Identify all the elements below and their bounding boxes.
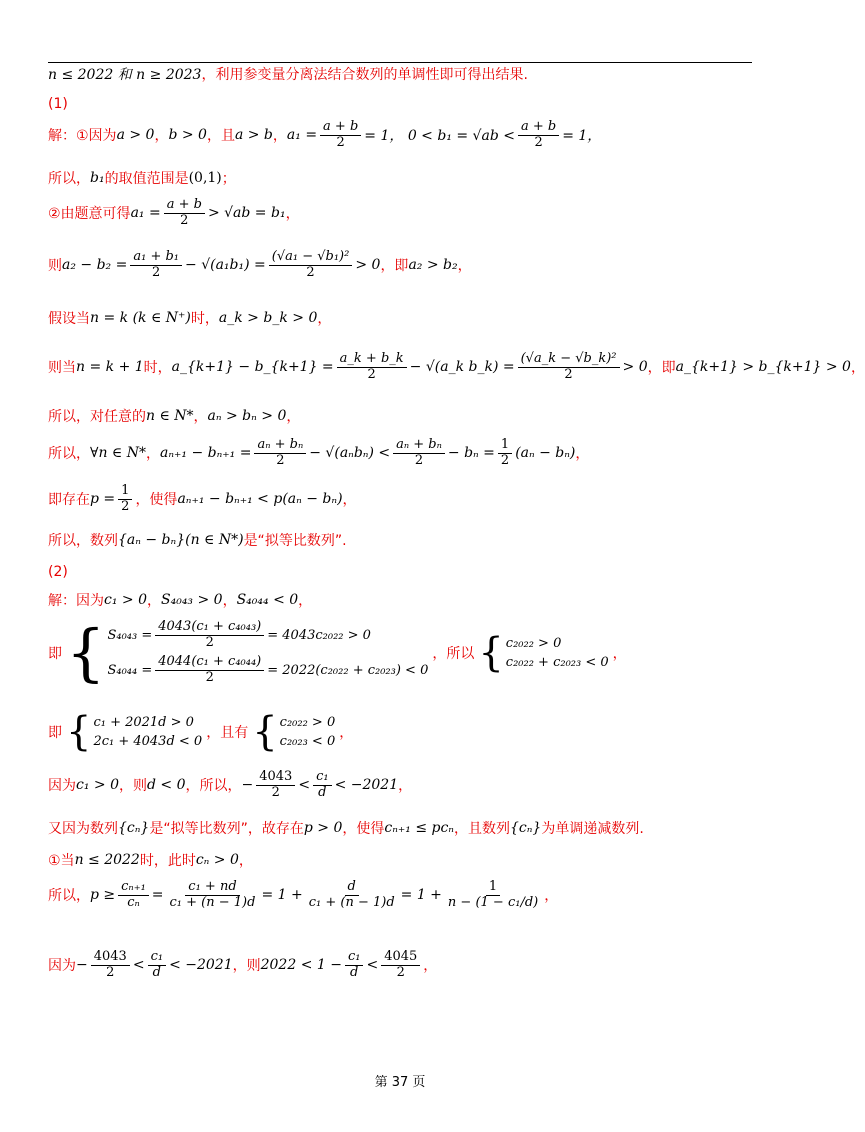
math: − bₙ = [447, 445, 495, 462]
text-line-18 [48, 850, 253, 870]
fraction [118, 484, 132, 515]
numerator: d [345, 880, 359, 896]
math: = 1 + [261, 887, 303, 904]
denominator: 2 [336, 134, 345, 150]
text: ，且数列 [453, 821, 510, 837]
fraction [254, 438, 306, 469]
text-line-7 [48, 352, 865, 383]
math: − [76, 957, 88, 974]
math: a_k > b_k > 0 [218, 310, 318, 326]
math: − √(a_k b_k) = [409, 359, 515, 376]
denominator: 2 [276, 452, 285, 468]
math: {aₙ − bₙ}(n ∈ N*) [118, 532, 244, 548]
math: S₄₀₄₄ = [107, 662, 153, 678]
text: ， [193, 409, 208, 425]
text: ， [575, 446, 590, 463]
math: = 4043c₂₀₂₂ > 0 [267, 627, 371, 643]
text: ， [272, 128, 287, 145]
text: 时， [190, 311, 219, 327]
text-line-10 [48, 484, 357, 515]
fraction [381, 950, 420, 981]
denominator: 2 [205, 669, 214, 685]
text-line-2 [48, 120, 601, 151]
numerator: aₙ + bₙ [393, 438, 445, 454]
math: aₙ₊₁ − bₙ₊₁ = [159, 445, 252, 462]
text-line-3 [48, 168, 236, 188]
numerator: a_k + b_k [337, 352, 407, 368]
math: a₁ = [130, 205, 161, 222]
equation-system [66, 615, 429, 689]
math: a_{k+1} > b_{k+1} > 0 [675, 359, 851, 376]
denominator: 2 [180, 212, 189, 228]
denominator: c₁ + (n − 1)d [308, 894, 395, 910]
text: 所以，对任意的 [48, 409, 146, 425]
text: ， [145, 446, 160, 463]
math: n ≤ 2022 [74, 852, 140, 868]
denominator: n − (1 − c₁/d) [447, 894, 539, 910]
part-heading: (1) [48, 96, 68, 112]
math: = 1， [562, 128, 602, 145]
fraction [518, 120, 559, 151]
math: (0,1) [188, 170, 222, 186]
text: 则 [48, 258, 62, 275]
math: < [298, 777, 311, 794]
text: ， [154, 128, 169, 145]
math: − √(a₁b₁) = [185, 257, 266, 274]
numerator: a + b [320, 120, 361, 136]
text: ， [238, 853, 253, 869]
text: ， [544, 888, 559, 905]
text-line-13 [48, 590, 312, 610]
text: ， [298, 593, 313, 609]
math: a₂ > b₂ [408, 257, 458, 274]
math: S₄₀₄₃ > 0 [161, 592, 223, 608]
text-line-0 [48, 64, 528, 84]
math: c₂₀₂₂ > 0 [505, 635, 562, 651]
denominator: 2 [271, 784, 280, 800]
math: > 0 [355, 257, 381, 274]
brace: { [252, 709, 278, 755]
numerator: 4044(c₁ + c₄₀₄₄) [155, 655, 264, 671]
text: ， [286, 409, 301, 425]
math: p = [90, 491, 116, 508]
text-line-1 [48, 96, 68, 112]
numerator: 1 [118, 484, 132, 500]
text-line-5 [48, 250, 472, 281]
math: < −2021 [169, 957, 233, 974]
text: 即 [48, 725, 62, 741]
fraction [518, 352, 620, 383]
brace: { [478, 629, 504, 676]
fraction [345, 950, 364, 981]
fraction [498, 438, 512, 469]
text: 因为 [48, 958, 76, 975]
fraction [269, 250, 353, 281]
math: p > 0 [303, 820, 343, 836]
fraction [306, 880, 398, 911]
text: 因为 [48, 778, 76, 795]
math: − [241, 777, 254, 794]
brace: { [66, 709, 92, 755]
numerator: 4043 [91, 950, 130, 966]
text: ， [850, 360, 865, 377]
fraction [167, 880, 259, 911]
denominator: 2 [205, 634, 214, 650]
fraction [130, 250, 182, 281]
equation-system [66, 709, 203, 755]
text: 时，此时 [139, 853, 196, 869]
math: p ≥ [90, 887, 116, 904]
text-line-15 [48, 709, 354, 755]
text: 所以， [48, 171, 90, 187]
text: 所以， [48, 888, 90, 905]
text: ， [423, 958, 438, 975]
denominator: 2 [152, 264, 161, 280]
math: a > b [234, 127, 273, 144]
brace: { [66, 615, 106, 689]
part-heading: (2) [48, 564, 68, 580]
numerator: c₁ [345, 950, 364, 966]
math: a₂ − b₂ = [62, 257, 128, 274]
math: = 1 + [400, 887, 442, 904]
text: ， [285, 206, 300, 223]
page-number: 第 37 页 [374, 1075, 426, 1090]
text: 解：因为 [48, 593, 104, 609]
math: = 1， 0 < b₁ = √ab < [364, 128, 515, 145]
math: < −2021 [334, 777, 399, 794]
fraction [320, 120, 361, 151]
math: c₂₀₂₂ + c₂₀₂₃ < 0 [505, 654, 609, 670]
fraction [118, 880, 149, 911]
fraction [313, 770, 332, 801]
denominator: 2 [534, 134, 543, 150]
text: ， [147, 593, 161, 609]
text: ①当 [48, 853, 75, 869]
math: a_{k+1} − b_{k+1} = [171, 359, 334, 376]
text: 又因为数列 [48, 821, 118, 837]
text: ， [457, 258, 472, 275]
denominator: 2 [414, 452, 424, 468]
numerator: c₁ [313, 770, 332, 786]
denominator: d [350, 964, 359, 980]
top-rule [48, 62, 752, 63]
math: cₙ > 0 [195, 852, 239, 868]
math: {cₙ} [509, 820, 542, 836]
numerator: c₁ [148, 950, 167, 966]
fraction [148, 950, 167, 981]
text-line-6 [48, 308, 331, 328]
math: < [132, 957, 145, 974]
text: 所以，数列 [48, 533, 118, 549]
text-line-14 [48, 615, 627, 689]
denominator: 2 [500, 452, 510, 468]
text: ，即 [380, 258, 409, 275]
denominator: 2 [564, 366, 573, 382]
equation-system [478, 629, 609, 676]
math: 2022 < 1 − [260, 957, 342, 974]
fraction [393, 438, 445, 469]
text: 是“拟等比数列”，故存在 [149, 821, 304, 837]
denominator: d [152, 964, 161, 980]
numerator: 1 [498, 438, 512, 454]
numerator: 4045 [381, 950, 420, 966]
math: n ∈ N* [146, 408, 194, 424]
denominator: cₙ [127, 894, 140, 910]
text: ，利用参变量分离法结合数列的单调性即可得出结果. [201, 67, 528, 83]
text: 的取值范围是 [104, 171, 189, 187]
numerator: a + b [518, 120, 559, 136]
numerator: 1 [486, 880, 500, 896]
text-line-8 [48, 406, 300, 426]
text: 为单调递减数列. [541, 821, 644, 837]
text: 则当 [48, 360, 76, 377]
fraction [155, 620, 264, 651]
text-line-17 [48, 818, 644, 838]
text: ，则 [232, 958, 261, 975]
math: S₄₀₄₃ = [107, 627, 153, 643]
math: n = k (k ∈ N⁺) [90, 310, 191, 326]
numerator: aₙ + bₙ [254, 438, 306, 454]
math: aₙ₊₁ − bₙ₊₁ < p(aₙ − bₙ) [177, 491, 343, 508]
text-line-19 [48, 880, 558, 911]
text: ，所以 [432, 645, 475, 662]
text: 是“拟等比数列”. [243, 533, 347, 549]
math: (aₙ − bₙ) [515, 445, 576, 462]
text: ， [612, 645, 627, 662]
denominator: 2 [121, 498, 130, 514]
text: ， [222, 593, 237, 609]
math: > 0 [622, 359, 648, 376]
math: aₙ > bₙ > 0 [207, 408, 287, 424]
math: cₙ₊₁ ≤ pcₙ [384, 820, 454, 836]
equation-system [252, 709, 336, 755]
numerator: 4043 [256, 770, 295, 786]
text-line-12 [48, 564, 68, 580]
denominator: c₁ + (n − 1)d [169, 894, 256, 910]
math: = 2022(c₂₀₂₂ + c₂₀₂₃) < 0 [267, 662, 429, 678]
text: 时， [143, 360, 172, 377]
math: S₄₀₄₄ < 0 [236, 592, 299, 608]
math: d < 0 [147, 777, 186, 794]
text: 所以， [48, 446, 90, 463]
math: n = k + 1 [76, 359, 144, 376]
text: ， [339, 725, 354, 741]
math: − √(aₙbₙ) < [309, 445, 391, 462]
fraction [337, 352, 407, 383]
text: ，即 [647, 360, 676, 377]
text: 假设当 [48, 311, 90, 327]
text: ，使得 [135, 492, 178, 509]
denominator: 2 [306, 264, 315, 280]
text: 即 [48, 645, 62, 662]
math: c₁ + 2021d > 0 [93, 715, 194, 730]
text: 解：①因为 [48, 128, 117, 145]
math: 2c₁ + 4043d < 0 [93, 734, 203, 749]
math: = [151, 887, 164, 904]
text: ，且 [206, 128, 235, 145]
denominator: 2 [367, 366, 376, 382]
text-line-16 [48, 770, 412, 801]
text: ， [317, 311, 332, 327]
text: ， [342, 492, 357, 509]
math: < [366, 957, 379, 974]
text: ②由题意可得 [48, 206, 131, 223]
math: c₁ > 0 [76, 777, 119, 794]
denominator: 2 [106, 964, 115, 980]
math: n ≤ 2022 和 n ≥ 2023 [48, 67, 202, 83]
math: {cₙ} [118, 820, 150, 836]
text: ； [221, 171, 236, 187]
numerator: (√a_k − √b_k)² [518, 352, 620, 368]
fraction [155, 655, 264, 686]
text-line-11 [48, 530, 347, 550]
text: ， [398, 778, 413, 795]
numerator: cₙ₊₁ [118, 880, 149, 896]
text: 即存在 [48, 492, 90, 509]
numerator: a + b [164, 198, 205, 214]
math: b₁ [90, 170, 105, 186]
numerator: c₁ + nd [185, 880, 239, 896]
math: a > 0 [116, 127, 155, 144]
denominator: 2 [396, 964, 405, 980]
text: ，则 [119, 778, 147, 795]
fraction [445, 880, 541, 911]
math: a₁ = [286, 127, 318, 144]
text: ，使得 [342, 821, 385, 837]
numerator: a₁ + b₁ [130, 250, 182, 266]
text: ，所以， [185, 778, 242, 795]
text-line-4 [48, 198, 300, 229]
math: c₁ > 0 [104, 592, 147, 608]
text-line-20 [48, 950, 437, 981]
math: c₂₀₂₂ > 0 [279, 715, 336, 730]
text: ，且有 [206, 725, 249, 741]
numerator: (√a₁ − √b₁)² [269, 250, 353, 266]
math: > √ab = b₁ [207, 205, 286, 222]
fraction [256, 770, 295, 801]
text-line-9 [48, 438, 589, 469]
numerator: 4043(c₁ + c₄₀₄₃) [155, 620, 264, 636]
denominator: d [318, 784, 327, 800]
math: ∀n ∈ N* [90, 445, 146, 462]
math: b > 0 [168, 127, 207, 144]
math: c₂₀₂₃ < 0 [279, 734, 336, 749]
fraction [91, 950, 130, 981]
fraction [164, 198, 205, 229]
